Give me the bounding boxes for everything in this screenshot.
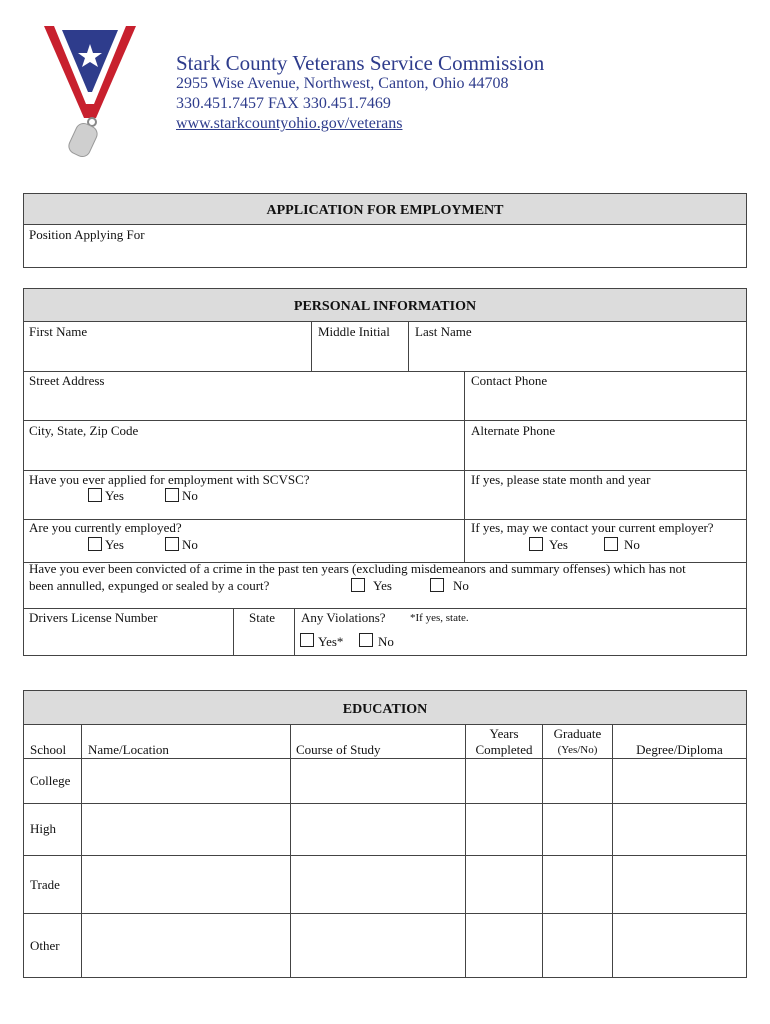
high-years-field[interactable] [466,804,542,855]
college-course-field[interactable] [291,759,465,803]
other-name-field[interactable] [82,914,290,977]
trade-graduate-field[interactable] [543,856,612,913]
applied-no-label: No [182,488,198,503]
org-phone-fax: 330.451.7457 FAX 330.451.7469 [176,95,391,112]
applied-no-checkbox[interactable] [165,488,179,502]
high-course-field[interactable] [291,804,465,855]
high-graduate-field[interactable] [543,804,612,855]
conviction-question-line1: Have you ever been convicted of a crime in the past ten years (excluding misdemeanors and summary offenses) which has not [29,561,686,576]
violations-yes-label: Yes* [318,634,344,649]
conviction-question-line2: been annulled, expunged or sealed by a court? [29,578,270,593]
violations-note: *If yes, state. [410,612,469,624]
employed-no-label: No [182,537,198,552]
currently-employed-question: Are you currently employed? [29,520,182,535]
other-graduate-field[interactable] [543,914,612,977]
license-state-field[interactable] [234,608,294,655]
position-label: Position Applying For [29,227,145,242]
degree-column-header: Degree/Diploma [636,742,723,757]
org-website-link[interactable]: www.starkcountyohio.gov/veterans [176,115,403,132]
employed-yes-checkbox[interactable] [88,537,102,551]
city-state-zip-label: City, State, Zip Code [29,423,139,438]
position-field[interactable] [24,225,746,267]
college-name-field[interactable] [82,759,290,803]
applied-yes-checkbox[interactable] [88,488,102,502]
violations-no-checkbox[interactable] [359,633,373,647]
college-graduate-field[interactable] [543,759,612,803]
license-number-field[interactable] [24,608,233,655]
high-degree-field[interactable] [613,804,746,855]
education-title: EDUCATION [24,691,746,725]
graduate-column-header-line2: (Yes/No) [557,744,598,756]
contact-employer-question: If yes, may we contact your current employer? [471,520,714,535]
last-name-label: Last Name [415,324,472,339]
high-school-row-label: High [30,821,56,836]
first-name-field[interactable] [24,322,311,371]
commission-logo [44,26,136,158]
other-course-field[interactable] [291,914,465,977]
license-state-label: State [249,610,275,625]
contact-phone-label: Contact Phone [471,373,548,388]
trade-course-field[interactable] [291,856,465,913]
street-address-field[interactable] [24,371,464,420]
graduate-column-header-line1: Graduate [553,726,602,741]
applied-date-field[interactable] [465,470,746,519]
college-row-label: College [30,773,71,788]
contact-employer-yes-label: Yes [549,537,568,552]
education-section [23,690,747,978]
other-years-field[interactable] [466,914,542,977]
applied-before-question: Have you ever applied for employment with SCVSC? [29,472,310,487]
conviction-yes-checkbox[interactable] [351,578,365,592]
middle-initial-label: Middle Initial [318,324,390,339]
college-degree-field[interactable] [613,759,746,803]
conviction-no-label: No [453,578,469,593]
alternate-phone-label: Alternate Phone [471,423,556,438]
middle-initial-field[interactable] [312,322,408,371]
personal-info-section [23,288,747,656]
street-address-label: Street Address [29,373,105,388]
employed-no-checkbox[interactable] [165,537,179,551]
contact-employer-yes-checkbox[interactable] [529,537,543,551]
trade-name-field[interactable] [82,856,290,913]
applied-yes-label: Yes [105,488,124,503]
other-degree-field[interactable] [613,914,746,977]
years-column-header-line2: Completed [475,742,533,757]
last-name-field[interactable] [409,322,746,371]
course-column-header: Course of Study [296,742,381,757]
trade-years-field[interactable] [466,856,542,913]
years-column-header-line1: Years [489,726,519,741]
application-section [23,193,747,268]
violations-label: Any Violations? [301,610,386,625]
org-name: Stark County Veterans Service Commission [176,51,545,75]
other-school-row-label: Other [30,938,60,953]
college-years-field[interactable] [466,759,542,803]
alternate-phone-field[interactable] [465,420,746,470]
org-address: 2955 Wise Avenue, Northwest, Canton, Ohio 44708 [176,75,509,92]
violations-no-label: No [378,634,394,649]
contact-employer-no-label: No [624,537,640,552]
contact-phone-field[interactable] [465,371,746,420]
applied-date-label: If yes, please state month and year [471,472,651,487]
school-column-header: School [30,742,67,757]
personal-info-title: PERSONAL INFORMATION [24,289,746,322]
contact-employer-no-checkbox[interactable] [604,537,618,551]
employed-yes-label: Yes [105,537,124,552]
violations-yes-checkbox[interactable] [300,633,314,647]
license-number-label: Drivers License Number [29,610,158,625]
conviction-yes-label: Yes [373,578,392,593]
city-state-zip-field[interactable] [24,420,464,470]
name-location-column-header: Name/Location [88,742,169,757]
trade-school-row-label: Trade [30,877,60,892]
first-name-label: First Name [29,324,88,339]
application-title: APPLICATION FOR EMPLOYMENT [24,194,746,225]
conviction-no-checkbox[interactable] [430,578,444,592]
high-name-field[interactable] [82,804,290,855]
trade-degree-field[interactable] [613,856,746,913]
